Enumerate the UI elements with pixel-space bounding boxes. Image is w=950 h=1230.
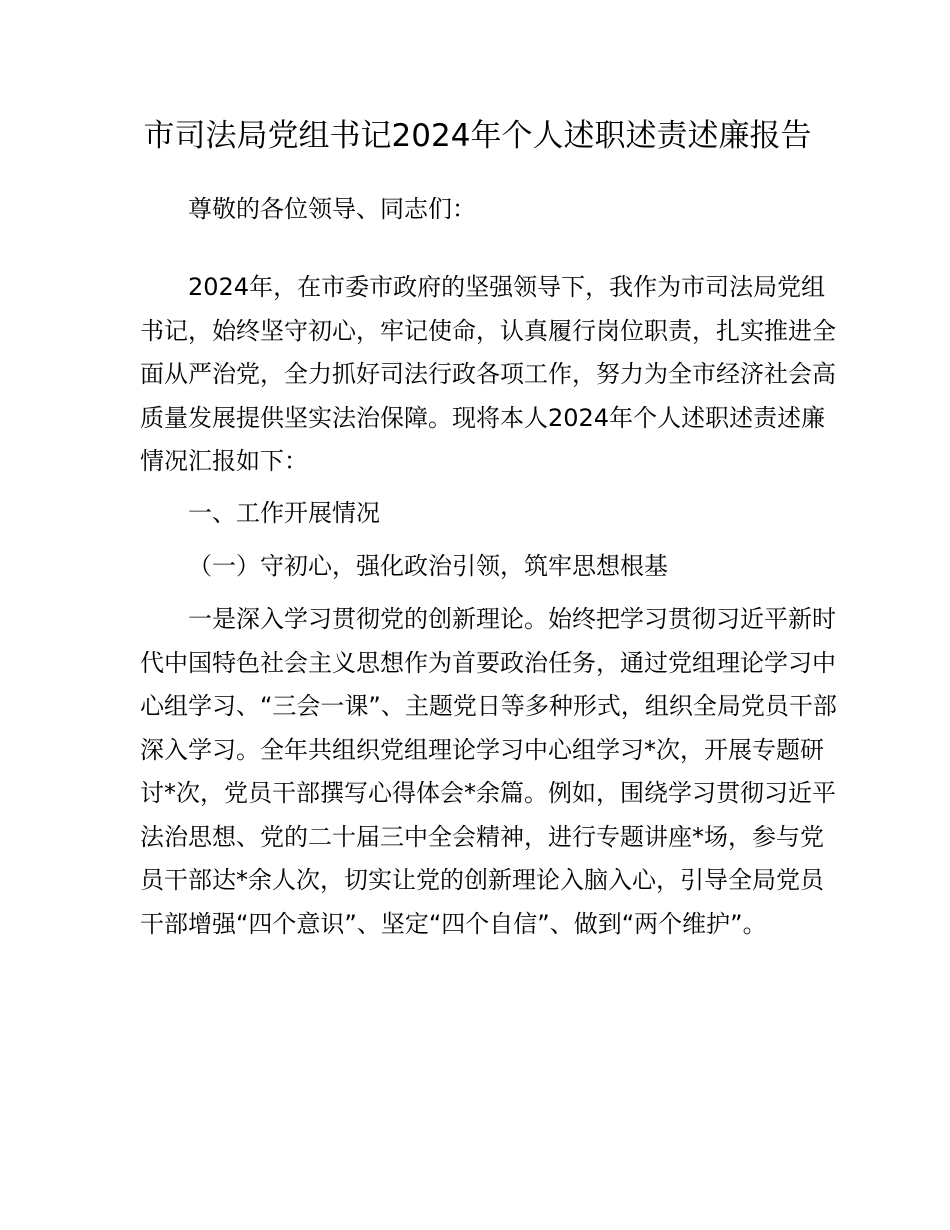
body-paragraph: 一是深入学习贯彻党的创新理论。始终把学习贯彻习近平新时代中国特色社会主义思想作为首要政治任务，通过党组理论学习中心组学习、“三会一课”、主题党日等多种形式，组织全局党员干部深入学习。全年共组织党组理论学习中心组学习*次，开展专题研讨*次，党员干部撰写心得体会*余篇。例如，围绕学习贯彻习近平法治思想、党的二十届三中全会精神，进行专题讲座*场，参与党员干部达*余人次，切实让党的创新理论入脑入心，引导全局党员干部增强“四个意识”、坚定“四个自信”、做到“两个维护”。	[140, 605, 837, 938]
intro-paragraph: 2024年，在市委市政府的坚强领导下，我作为市司法局党组书记，始终坚守初心，牢记使命，认真履行岗位职责，扎实推进全面从严治党，全力抓好司法行政各项工作，努力为全市经济社会高质量发展提供坚实法治保障。现将本人2024年个人述职述责述廉情况汇报如下：	[140, 273, 836, 475]
subsection-heading: （一）守初心，强化政治引领，筑牢思想根基	[188, 552, 668, 580]
salutation: 尊敬的各位领导、同志们：	[188, 195, 476, 223]
section-heading: 一、工作开展情况	[188, 499, 380, 527]
document-title: 市司法局党组书记2024年个人述职述责述廉报告	[143, 118, 812, 154]
